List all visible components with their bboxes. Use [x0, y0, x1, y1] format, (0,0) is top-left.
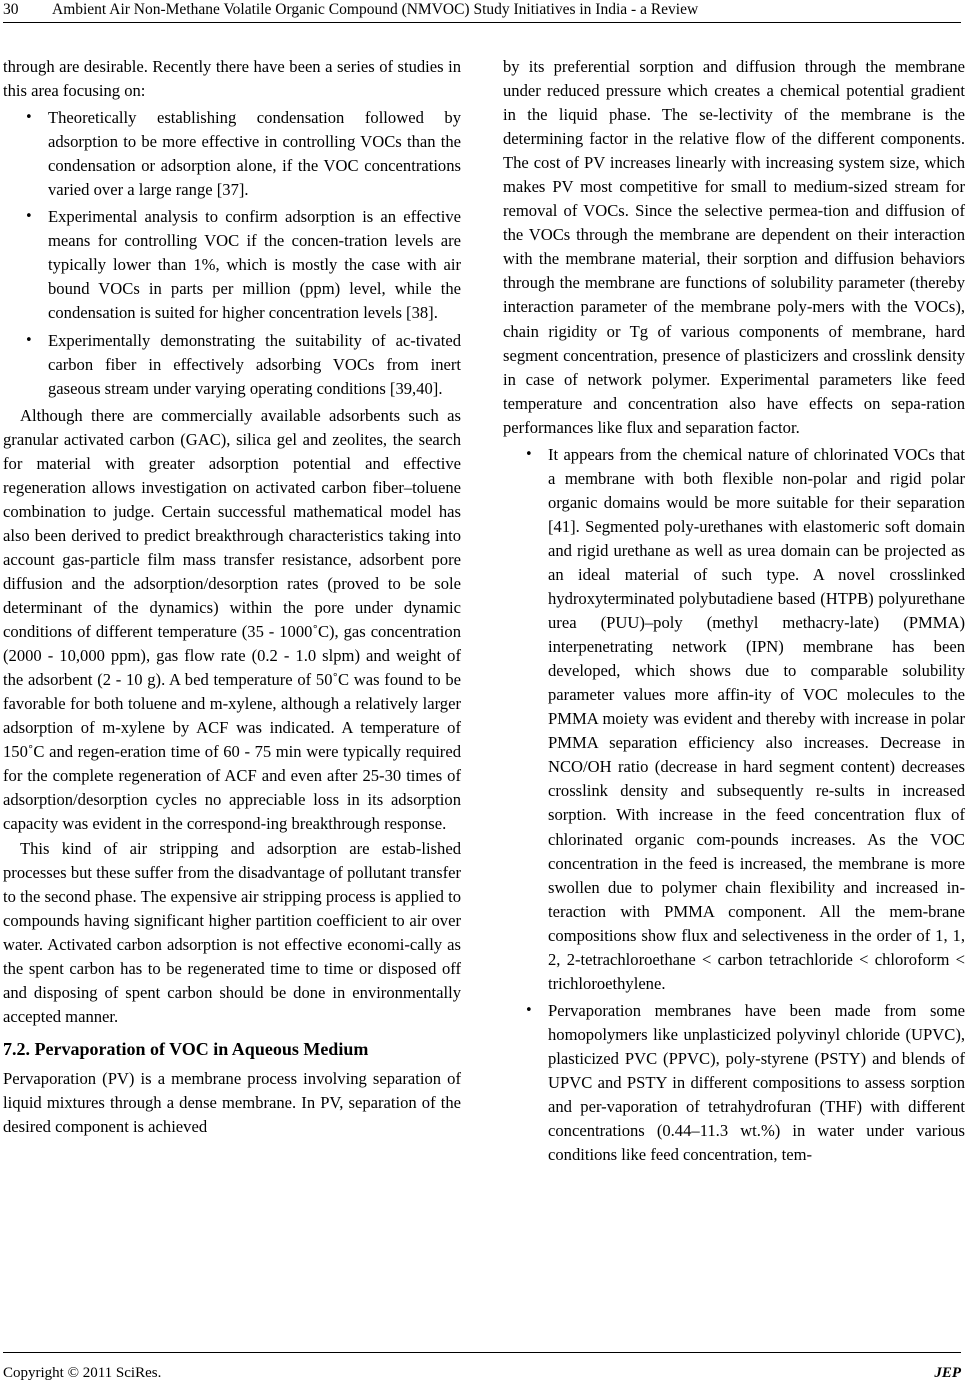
list-item: • Experimentally demonstrating the suitability of ac-tivated carbon fiber in effectively adsorbing VOCs from inert gaseous stream under varying operating conditions [39,40].: [3, 329, 461, 401]
page-footer: [3, 1352, 961, 1382]
copyright: Copyright © 2011 SciRes.: [3, 1365, 162, 1381]
header-rule: [3, 22, 961, 23]
body-paragraph: Pervaporation (PV) is a membrane process involving separation of liquid mixtures through a dense membrane. In PV, separation of the desired component is achieved: [3, 1068, 461, 1136]
left-column: [3, 55, 461, 1139]
intro-paragraph: through are desirable. Recently there have been a series of studies in this area focusing on:: [3, 57, 461, 101]
body-paragraph: by its preferential sorption and diffusion through the membrane under reduced pressure which creates a chemical potential gradient in the liquid phase. The se-lectivity of the membrane is the determining factor in the relative flow of the different components. The cost of PV increases linearly with increasing system size, which makes PV most competitive for small to medium-sized stream for removal of VOCs. Since the selective permea-tion and diffusion of the VOCs through the membrane are dependent on their interaction with the membrane material, their sorption and diffusion behaviors through the membrane are functions of solubility parameter (thereby interaction parameter of the membrane poly-mers with the VOCs), chain rigidity or Tg of various components of membrane, hard segment concentration, presence of plasticizers and crosslink density in case of network polymer. Experimental parameters like feed temperature and concentration also have effects on sepa-ration performances like flux and separation factor.: [503, 57, 965, 437]
findings-list: [503, 443, 965, 1167]
journal-abbrev: JEP: [934, 1365, 961, 1381]
running-header: [3, 0, 961, 22]
list-item: • Pervaporation membranes have been made from some homopolymers like unplasticized polyvinyl chloride (UPVC), plasticized PVC (PPVC), poly-styrene (PSTY) and blends of UPVC and PSTY in different compositions to assess sorption and per-vaporation of tetrahydrofuran (THF) with different concentrations (0.44–11.3 wt.%) in water under various conditions like feed concentration, tem-: [503, 999, 965, 1167]
body-paragraph: This kind of air stripping and adsorption are estab-lished processes but these suffer from the disadvantage of pollutant transfer to the second phase. The expensive air stripping process is applied to compounds having significant higher partition coefficient to air over water. Activated carbon adsorption is not effective economi-cally as the spent carbon has to be regenerated time to time or disposed off and disposing of spent carbon should be done in environmentally accepted manner.: [3, 838, 461, 1026]
running-title: Ambient Air Non-Methane Volatile Organic Compound (NMVOC) Study Initiatives in India - a Review: [52, 1, 699, 18]
page-number: 30: [3, 1, 19, 18]
body-paragraph: Although there are commercially available adsorbents such as granular activated carbon (GAC), silica gel and zeolites, the search for material with greater adsorption potential and effective regeneration allows investigation on activated carbon fiber–toluene combination to judge. Certain successful mathematical model has also been derived to predict breakthrough characteristics taking into account gas-particle film mass transfer resistance, adsorbent pore diffusion and the adsorption/desorption rates (proved to be sole determinant of the dynamics) within the pore under dynamic conditions of different temperature (35 - 1000˚C), gas concentration (2000 - 10,000 ppm), gas flow rate (0.2 - 1.0 slpm) and weight of the adsorbent (2 - 10 g). A bed temperature of 50˚C was found to be favorable for both toluene and m-xylene, although a relatively larger adsorption of m-xylene by ACF was indicated. A temperature of 150˚C and regen-eration time of 60 - 75 min were typically required for the complete regeneration of ACF and even after 25-30 times of adsorption/desorption cycles no appreciable loss in its adsorption capacity was evident in the correspond-ing breakthrough response.: [3, 405, 461, 834]
right-column: [503, 55, 965, 1170]
footer-rule: [3, 1352, 961, 1353]
list-item: • Experimental analysis to confirm adsorption is an effective means for controlling VOC if the concen-tration levels are typically lower than 1%, which is mostly the case with air bound VOCs in parts per million (ppm) level, while the condensation is suited for higher concentration levels [38].: [3, 205, 461, 325]
studies-list: [3, 106, 461, 401]
list-item: • Theoretically establishing condensation followed by adsorption to be more effective in controlling VOCs than the condensation or adsorption alone, if the VOC concentrations varied over a large range [37].: [3, 106, 461, 202]
list-item: • It appears from the chemical nature of chlorinated VOCs that a membrane with both flexible non-polar and rigid polar organic domains would be more suitable for their separation [41]. Segmented poly-urethanes with elastomeric soft domain and rigid urethane as well as urea domain can be projected as an ideal material of such type. A novel crosslinked hydroxyterminated polybutadiene based (HTPB) polyurethane urea (PUU)–poly (methyl methacry-late) (PMMA) interpenetrating network (IPN) membrane has been developed, which shows due to comparable solubility parameter values more affin-ity of VOC molecules to the PMMA moiety was evident and thereby with increase in polar PMMA separation efficiency also increases. Decrease in NCO/OH ratio (decrease in hard segment content) decreases crosslink density and subsequently re-sults in increased sorption. With increase in the feed concentration flux of chlorinated organic com-pounds increases. As the VOC concentration in the feed is increased, the membrane is more swollen due to polymer chain flexibility and increased in-teraction with PMMA component. All the mem-brane compositions show flux and selectiveness in the order of 1, 1, 2, 2-tetrachloroethane < carbon tetrachloride < chloroform < trichloroethylene.: [503, 443, 965, 996]
section-heading: 7.2. Pervaporation of VOC in Aqueous Medium: [3, 1038, 369, 1059]
